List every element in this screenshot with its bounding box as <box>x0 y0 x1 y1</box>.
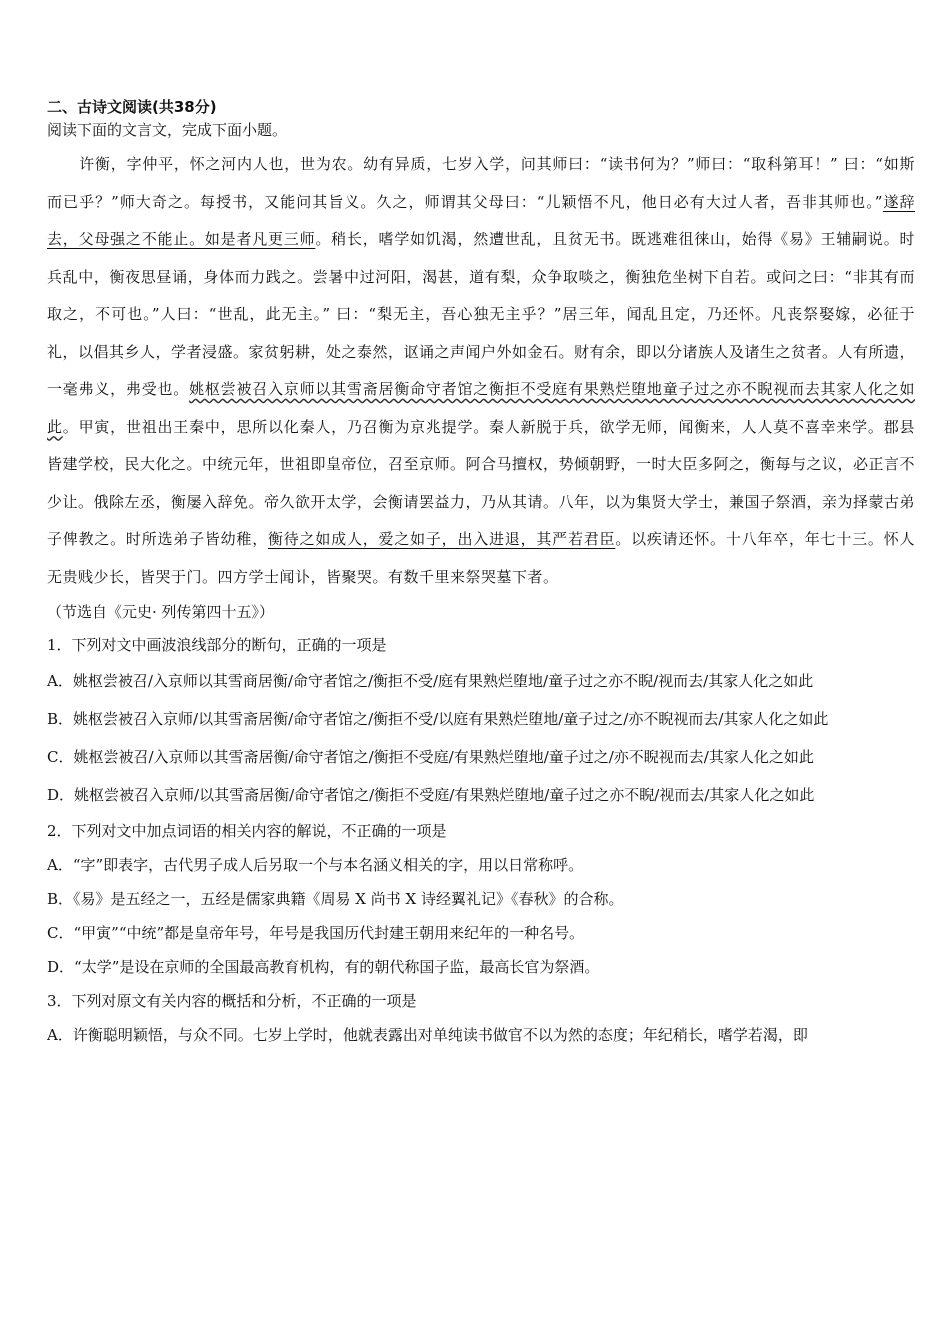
question-2-option-b: B．《易》是五经之一，五经是儒家典籍《周易 X 尚书 X 诗经翼礼记》《春秋》的合称。 <box>47 890 624 908</box>
question-3-stem: 3．下列对原文有关内容的概括和分析，不正确的一项是 <box>47 992 417 1010</box>
passage-text: 。以疾请还怀。十八年卒，年七十三。怀人无贵贱少长，皆哭于门。四方学士闻讣，皆聚哭。有数千里来祭哭墓下者。 <box>47 530 915 586</box>
question-1-option-c: C．姚枢尝被召/入京师以其雪斋居衡/命守者馆之/衡拒不受庭/有果熟烂堕地/童子过之/亦不睨视而去/其家人化之如此 <box>47 748 814 766</box>
question-2-option-a: A．“字”即表字，古代男子成人后另取一个与本名涵义相关的字，用以日常称呼。 <box>47 856 584 874</box>
question-1-stem: 1．下列对文中画波浪线部分的断句，正确的一项是 <box>47 636 387 654</box>
question-3-option-a: A．许衡聪明颖悟，与众不同。七岁上学时，他就表露出对单纯读书做官不以为然的态度；年纪稍长，嗜学若渴，即 <box>47 1026 808 1044</box>
question-1-option-b: B．姚枢尝被召入京师/以其雪斋居衡/命守者馆之/衡拒不受/以庭有果熟烂堕地/童子过之/亦不睨视而去/其家人化之如此 <box>47 710 829 728</box>
passage-text: 。甲寅，世祖出王秦中，思所以化秦人，乃召衡为京兆提学。秦人新脱于兵，欲学无师，闻衡来，人人莫不喜幸来学。郡县皆建学校，民大化之。中统元年，世祖即皇帝位，召至京师。阿合马擅权，势倾朝野，一时大臣多阿之，衡每与之议，必正言不少让。俄除左丞，衡屡入辞免。帝久欲开太学，会衡请罢益力，乃从其请。八年，以为集贤大学士，兼国子祭酒，亲为择蒙古弟子俾教之。时所选弟子皆幼稚， <box>47 417 916 548</box>
underlined-sentence: 遂辞去，父母强之不能止。如是者凡更三师 <box>47 192 915 248</box>
question-2-option-d: D．“太学”是设在京师的全国最高教育机构，有的朝代称国子监，最高长官为祭酒。 <box>47 958 600 976</box>
classical-passage <box>47 146 915 596</box>
passage-text: 。稍长，嗜学如饥渴，然遭世乱，且贫无书。既逃难徂徕山，始得《易》王辅嗣说。时兵乱中，衡夜思昼诵，身体而力践之。尝暑中过河阳，渴甚，道有梨，众争取啖之，衡独危坐树下自若。或问之曰：“非其有而取之，不可也。”人曰：“世乱，此无主。” 曰：“梨无主，吾心独无主乎？”居三年，闻乱且定，乃还怀。凡丧祭娶嫁，必征于礼，以倡其乡人，学者浸盛。家贫躬耕，处之泰然，讴诵之声闻户外如金石。财有余，即以分诸族人及诸生之贫者。人有所遗，一毫弗义，弗受也。 <box>47 230 916 398</box>
section-title: 二、古诗文阅读(共38分) <box>47 98 217 116</box>
question-2-stem: 2．下列对文中加点词语的相关内容的解说，不正确的一项是 <box>47 822 447 840</box>
wavy-underlined-sentence: 姚枢尝被召入京师以其雪斋居衡命守者馆之衡拒不受庭有果熟烂堕地童子过之亦不睨视而去其家人化之如此 <box>47 380 915 436</box>
passage-source: （节选自《元史· 列传第四十五》） <box>47 603 275 621</box>
instructions: 阅读下面的文言文，完成下面小题。 <box>47 121 288 139</box>
passage-text: 许衡，字仲平，怀之河内人也，世为农。幼有异质，七岁入学，问其师曰：“读书何为？”师曰：“取科第耳！” 曰：“如斯而已乎？”师大奇之。每授书，又能问其旨义。久之，师谓其父母曰：“儿颖悟不凡，他日必有大过人者，吾非其师也。” <box>47 155 915 211</box>
question-1-option-a: A．姚枢尝被召/入京师以其雪商居衡/命守者馆之/衡拒不受/庭有果熟烂堕地/童子过之亦不睨/视而去/其家人化之如此 <box>47 672 814 690</box>
question-1-option-d: D．姚枢尝被召入京师/以其雪斋居衡/命守者馆之/衡拒不受庭/有果熟烂堕地/童子过之亦不睨/视而去/其家人化之如此 <box>47 786 815 804</box>
underlined-sentence: 衡待之如成人，爱之如子，出入进退，其严若君臣 <box>268 530 616 548</box>
question-2-option-c: C．“甲寅”“中统”都是皇帝年号，年号是我国历代封建王朝用来纪年的一种名号。 <box>47 924 585 942</box>
document-page <box>47 96 915 1052</box>
